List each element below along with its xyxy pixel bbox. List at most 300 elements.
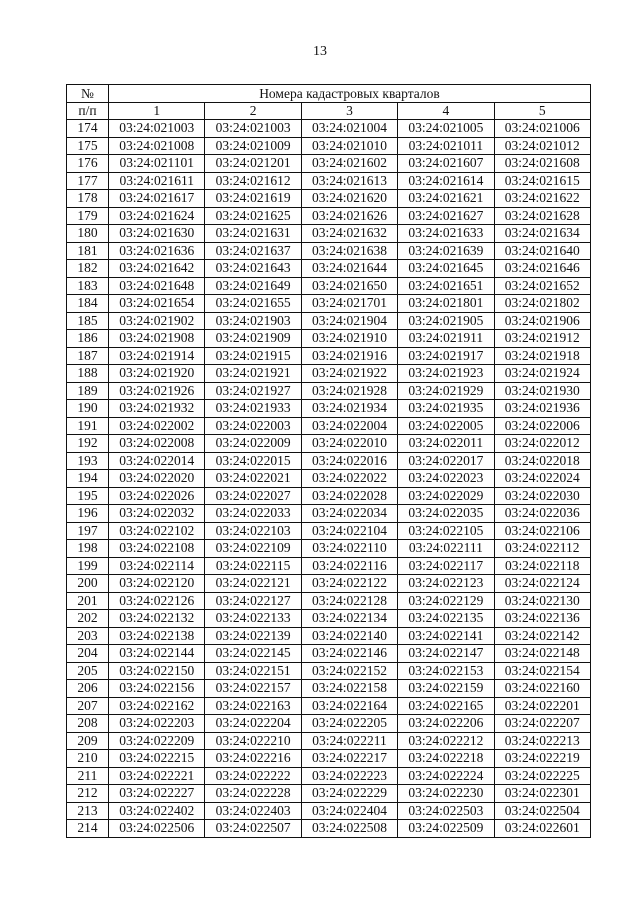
cadastral-number-cell: 03:24:021101 bbox=[109, 155, 205, 173]
cadastral-number-cell: 03:24:022124 bbox=[494, 575, 590, 593]
cadastral-number-cell: 03:24:021631 bbox=[205, 225, 301, 243]
header-row-bottom bbox=[67, 103, 591, 120]
cadastral-number-cell: 03:24:021915 bbox=[205, 347, 301, 365]
table-row bbox=[67, 120, 591, 138]
cadastral-number-cell: 03:24:021626 bbox=[301, 207, 397, 225]
cadastral-number-cell: 03:24:022134 bbox=[301, 610, 397, 628]
cadastral-number-cell: 03:24:022033 bbox=[205, 505, 301, 523]
table-row bbox=[67, 645, 591, 663]
cadastral-number-cell: 03:24:022118 bbox=[494, 557, 590, 575]
cadastral-number-cell: 03:24:021645 bbox=[398, 260, 494, 278]
table-row bbox=[67, 557, 591, 575]
cadastral-number-cell: 03:24:021617 bbox=[109, 190, 205, 208]
cadastral-number-cell: 03:24:022148 bbox=[494, 645, 590, 663]
row-number: 208 bbox=[67, 715, 109, 733]
cadastral-number-cell: 03:24:021630 bbox=[109, 225, 205, 243]
cadastral-number-cell: 03:24:022036 bbox=[494, 505, 590, 523]
cadastral-number-cell: 03:24:022003 bbox=[205, 417, 301, 435]
table-row bbox=[67, 312, 591, 330]
cadastral-number-cell: 03:24:021648 bbox=[109, 277, 205, 295]
cadastral-number-cell: 03:24:022301 bbox=[494, 785, 590, 803]
cadastral-number-cell: 03:24:021644 bbox=[301, 260, 397, 278]
cadastral-number-cell: 03:24:021926 bbox=[109, 382, 205, 400]
cadastral-number-cell: 03:24:021640 bbox=[494, 242, 590, 260]
cadastral-number-cell: 03:24:022121 bbox=[205, 575, 301, 593]
cadastral-number-cell: 03:24:021911 bbox=[398, 330, 494, 348]
row-number: 188 bbox=[67, 365, 109, 383]
cadastral-number-cell: 03:24:022164 bbox=[301, 697, 397, 715]
cadastral-number-cell: 03:24:022102 bbox=[109, 522, 205, 540]
cadastral-number-cell: 03:24:022002 bbox=[109, 417, 205, 435]
cadastral-number-cell: 03:24:021903 bbox=[205, 312, 301, 330]
cadastral-number-cell: 03:24:021005 bbox=[398, 120, 494, 138]
num-header-top: № bbox=[67, 85, 109, 103]
cadastral-number-cell: 03:24:022026 bbox=[109, 487, 205, 505]
table-body bbox=[67, 120, 591, 838]
cadastral-number-cell: 03:24:022115 bbox=[205, 557, 301, 575]
cadastral-number-cell: 03:24:021011 bbox=[398, 137, 494, 155]
cadastral-number-cell: 03:24:022123 bbox=[398, 575, 494, 593]
row-number: 178 bbox=[67, 190, 109, 208]
cadastral-number-cell: 03:24:022156 bbox=[109, 680, 205, 698]
cadastral-number-cell: 03:24:022209 bbox=[109, 732, 205, 750]
row-number: 185 bbox=[67, 312, 109, 330]
cadastral-number-cell: 03:24:021906 bbox=[494, 312, 590, 330]
row-number: 186 bbox=[67, 330, 109, 348]
table-row bbox=[67, 277, 591, 295]
cadastral-number-cell: 03:24:022128 bbox=[301, 592, 397, 610]
cadastral-number-cell: 03:24:022215 bbox=[109, 750, 205, 768]
cadastral-number-cell: 03:24:022029 bbox=[398, 487, 494, 505]
cadastral-number-cell: 03:24:022140 bbox=[301, 627, 397, 645]
cadastral-number-cell: 03:24:022223 bbox=[301, 767, 397, 785]
cadastral-number-cell: 03:24:022151 bbox=[205, 662, 301, 680]
cadastral-number-cell: 03:24:021928 bbox=[301, 382, 397, 400]
table-row bbox=[67, 330, 591, 348]
row-number: 187 bbox=[67, 347, 109, 365]
row-number: 182 bbox=[67, 260, 109, 278]
row-number: 175 bbox=[67, 137, 109, 155]
row-number: 200 bbox=[67, 575, 109, 593]
cadastral-number-cell: 03:24:022141 bbox=[398, 627, 494, 645]
row-number: 190 bbox=[67, 400, 109, 418]
row-number: 193 bbox=[67, 452, 109, 470]
table-row bbox=[67, 382, 591, 400]
row-number: 204 bbox=[67, 645, 109, 663]
cadastral-number-cell: 03:24:021008 bbox=[109, 137, 205, 155]
cadastral-number-cell: 03:24:021905 bbox=[398, 312, 494, 330]
cadastral-number-cell: 03:24:022207 bbox=[494, 715, 590, 733]
cadastral-number-cell: 03:24:022507 bbox=[205, 820, 301, 838]
cadastral-number-cell: 03:24:021201 bbox=[205, 155, 301, 173]
cadastral-number-cell: 03:24:022024 bbox=[494, 470, 590, 488]
cadastral-number-cell: 03:24:021652 bbox=[494, 277, 590, 295]
cadastral-number-cell: 03:24:022153 bbox=[398, 662, 494, 680]
row-number: 189 bbox=[67, 382, 109, 400]
row-number: 192 bbox=[67, 435, 109, 453]
cadastral-number-cell: 03:24:022132 bbox=[109, 610, 205, 628]
cadastral-number-cell: 03:24:022027 bbox=[205, 487, 301, 505]
row-number: 180 bbox=[67, 225, 109, 243]
cadastral-number-cell: 03:24:022120 bbox=[109, 575, 205, 593]
cadastral-number-cell: 03:24:022023 bbox=[398, 470, 494, 488]
cadastral-number-cell: 03:24:021628 bbox=[494, 207, 590, 225]
cadastral-number-cell: 03:24:022146 bbox=[301, 645, 397, 663]
cadastral-number-cell: 03:24:022210 bbox=[205, 732, 301, 750]
cadastral-number-cell: 03:24:021933 bbox=[205, 400, 301, 418]
row-number: 174 bbox=[67, 120, 109, 138]
cadastral-number-cell: 03:24:022158 bbox=[301, 680, 397, 698]
row-number: 205 bbox=[67, 662, 109, 680]
cadastral-number-cell: 03:24:021622 bbox=[494, 190, 590, 208]
header-row-top bbox=[67, 85, 591, 103]
num-header-bottom: п/п bbox=[67, 103, 109, 120]
cadastral-number-cell: 03:24:022165 bbox=[398, 697, 494, 715]
cadastral-number-cell: 03:24:021802 bbox=[494, 295, 590, 313]
cadastral-number-cell: 03:24:021607 bbox=[398, 155, 494, 173]
row-number: 198 bbox=[67, 540, 109, 558]
cadastral-number-cell: 03:24:022204 bbox=[205, 715, 301, 733]
cadastral-number-cell: 03:24:021646 bbox=[494, 260, 590, 278]
cadastral-number-cell: 03:24:022020 bbox=[109, 470, 205, 488]
cadastral-number-cell: 03:24:021649 bbox=[205, 277, 301, 295]
cadastral-number-cell: 03:24:021003 bbox=[205, 120, 301, 138]
table-row bbox=[67, 697, 591, 715]
cadastral-number-cell: 03:24:022506 bbox=[109, 820, 205, 838]
cadastral-number-cell: 03:24:021632 bbox=[301, 225, 397, 243]
table-row bbox=[67, 172, 591, 190]
cadastral-number-cell: 03:24:022218 bbox=[398, 750, 494, 768]
cadastral-number-cell: 03:24:021917 bbox=[398, 347, 494, 365]
table-row bbox=[67, 750, 591, 768]
column-header-2: 2 bbox=[205, 103, 301, 120]
row-number: 181 bbox=[67, 242, 109, 260]
table-row bbox=[67, 627, 591, 645]
cadastral-number-cell: 03:24:022005 bbox=[398, 417, 494, 435]
cadastral-number-cell: 03:24:022509 bbox=[398, 820, 494, 838]
table-row bbox=[67, 505, 591, 523]
cadastral-number-cell: 03:24:022162 bbox=[109, 697, 205, 715]
table-row bbox=[67, 715, 591, 733]
cadastral-number-cell: 03:24:021012 bbox=[494, 137, 590, 155]
table-row bbox=[67, 767, 591, 785]
cadastral-number-cell: 03:24:021909 bbox=[205, 330, 301, 348]
cadastral-number-cell: 03:24:021936 bbox=[494, 400, 590, 418]
cadastral-number-cell: 03:24:022122 bbox=[301, 575, 397, 593]
row-number: 214 bbox=[67, 820, 109, 838]
table-row bbox=[67, 347, 591, 365]
cadastral-number-cell: 03:24:021651 bbox=[398, 277, 494, 295]
row-number: 183 bbox=[67, 277, 109, 295]
table-row bbox=[67, 540, 591, 558]
row-number: 207 bbox=[67, 697, 109, 715]
cadastral-number-cell: 03:24:021627 bbox=[398, 207, 494, 225]
cadastral-number-cell: 03:24:022203 bbox=[109, 715, 205, 733]
cadastral-number-cell: 03:24:022008 bbox=[109, 435, 205, 453]
row-number: 177 bbox=[67, 172, 109, 190]
row-number: 191 bbox=[67, 417, 109, 435]
cadastral-number-cell: 03:24:022142 bbox=[494, 627, 590, 645]
cadastral-number-cell: 03:24:022130 bbox=[494, 592, 590, 610]
cadastral-number-cell: 03:24:021923 bbox=[398, 365, 494, 383]
table-row bbox=[67, 452, 591, 470]
table-row bbox=[67, 610, 591, 628]
table-row bbox=[67, 732, 591, 750]
table-row bbox=[67, 155, 591, 173]
cadastral-number-cell: 03:24:021650 bbox=[301, 277, 397, 295]
row-number: 206 bbox=[67, 680, 109, 698]
cadastral-number-cell: 03:24:022022 bbox=[301, 470, 397, 488]
cadastral-number-cell: 03:24:022035 bbox=[398, 505, 494, 523]
cadastral-number-cell: 03:24:022104 bbox=[301, 522, 397, 540]
cadastral-number-cell: 03:24:021633 bbox=[398, 225, 494, 243]
row-number: 179 bbox=[67, 207, 109, 225]
cadastral-number-cell: 03:24:022016 bbox=[301, 452, 397, 470]
cadastral-number-cell: 03:24:021924 bbox=[494, 365, 590, 383]
row-number: 194 bbox=[67, 470, 109, 488]
cadastral-number-cell: 03:24:022133 bbox=[205, 610, 301, 628]
cadastral-number-cell: 03:24:022111 bbox=[398, 540, 494, 558]
row-number: 202 bbox=[67, 610, 109, 628]
table-row bbox=[67, 225, 591, 243]
cadastral-number-cell: 03:24:021634 bbox=[494, 225, 590, 243]
cadastral-number-cell: 03:24:022503 bbox=[398, 802, 494, 820]
cadastral-number-cell: 03:24:022004 bbox=[301, 417, 397, 435]
cadastral-number-cell: 03:24:021920 bbox=[109, 365, 205, 383]
table-row bbox=[67, 435, 591, 453]
cadastral-number-cell: 03:24:021625 bbox=[205, 207, 301, 225]
cadastral-number-cell: 03:24:022404 bbox=[301, 802, 397, 820]
table-row bbox=[67, 662, 591, 680]
cadastral-number-cell: 03:24:022018 bbox=[494, 452, 590, 470]
cadastral-number-cell: 03:24:022150 bbox=[109, 662, 205, 680]
column-header-4: 4 bbox=[398, 103, 494, 120]
cadastral-number-cell: 03:24:022112 bbox=[494, 540, 590, 558]
table-row bbox=[67, 470, 591, 488]
table-row bbox=[67, 137, 591, 155]
cadastral-number-cell: 03:24:022216 bbox=[205, 750, 301, 768]
cadastral-number-cell: 03:24:021922 bbox=[301, 365, 397, 383]
table-row bbox=[67, 417, 591, 435]
table-row bbox=[67, 487, 591, 505]
table-row bbox=[67, 295, 591, 313]
cadastral-number-cell: 03:24:022157 bbox=[205, 680, 301, 698]
cadastral-number-cell: 03:24:021620 bbox=[301, 190, 397, 208]
table-row bbox=[67, 592, 591, 610]
row-number: 195 bbox=[67, 487, 109, 505]
cadastral-number-cell: 03:24:022009 bbox=[205, 435, 301, 453]
cadastral-number-cell: 03:24:022032 bbox=[109, 505, 205, 523]
cadastral-number-cell: 03:24:022017 bbox=[398, 452, 494, 470]
cadastral-number-cell: 03:24:022108 bbox=[109, 540, 205, 558]
table-row bbox=[67, 575, 591, 593]
cadastral-number-cell: 03:24:021918 bbox=[494, 347, 590, 365]
cadastral-number-cell: 03:24:021615 bbox=[494, 172, 590, 190]
cadastral-number-cell: 03:24:022229 bbox=[301, 785, 397, 803]
row-number: 199 bbox=[67, 557, 109, 575]
group-header: Номера кадастровых кварталов bbox=[109, 85, 591, 103]
row-number: 209 bbox=[67, 732, 109, 750]
row-number: 176 bbox=[67, 155, 109, 173]
row-number: 184 bbox=[67, 295, 109, 313]
cadastral-number-cell: 03:24:022163 bbox=[205, 697, 301, 715]
cadastral-number-cell: 03:24:022228 bbox=[205, 785, 301, 803]
cadastral-number-cell: 03:24:021636 bbox=[109, 242, 205, 260]
cadastral-number-cell: 03:24:022160 bbox=[494, 680, 590, 698]
cadastral-quarters-table bbox=[66, 84, 591, 838]
cadastral-number-cell: 03:24:021655 bbox=[205, 295, 301, 313]
cadastral-number-cell: 03:24:022201 bbox=[494, 697, 590, 715]
cadastral-number-cell: 03:24:021801 bbox=[398, 295, 494, 313]
cadastral-number-cell: 03:24:021654 bbox=[109, 295, 205, 313]
cadastral-number-cell: 03:24:022403 bbox=[205, 802, 301, 820]
row-number: 210 bbox=[67, 750, 109, 768]
table-row bbox=[67, 802, 591, 820]
cadastral-number-cell: 03:24:021639 bbox=[398, 242, 494, 260]
table-row bbox=[67, 190, 591, 208]
table-row bbox=[67, 820, 591, 838]
table-row bbox=[67, 522, 591, 540]
table-header bbox=[67, 85, 591, 120]
cadastral-number-cell: 03:24:022110 bbox=[301, 540, 397, 558]
cadastral-number-cell: 03:24:022508 bbox=[301, 820, 397, 838]
cadastral-number-cell: 03:24:022030 bbox=[494, 487, 590, 505]
cadastral-number-cell: 03:24:021701 bbox=[301, 295, 397, 313]
row-number: 196 bbox=[67, 505, 109, 523]
row-number: 211 bbox=[67, 767, 109, 785]
table-row bbox=[67, 365, 591, 383]
cadastral-number-cell: 03:24:021614 bbox=[398, 172, 494, 190]
cadastral-number-cell: 03:24:022117 bbox=[398, 557, 494, 575]
cadastral-number-cell: 03:24:021613 bbox=[301, 172, 397, 190]
cadastral-number-cell: 03:24:021904 bbox=[301, 312, 397, 330]
row-number: 213 bbox=[67, 802, 109, 820]
cadastral-number-cell: 03:24:022222 bbox=[205, 767, 301, 785]
table-row bbox=[67, 242, 591, 260]
table-row bbox=[67, 207, 591, 225]
table-row bbox=[67, 400, 591, 418]
cadastral-number-cell: 03:24:021642 bbox=[109, 260, 205, 278]
cadastral-number-cell: 03:24:021624 bbox=[109, 207, 205, 225]
cadastral-number-cell: 03:24:022211 bbox=[301, 732, 397, 750]
cadastral-number-cell: 03:24:021638 bbox=[301, 242, 397, 260]
cadastral-number-cell: 03:24:022106 bbox=[494, 522, 590, 540]
cadastral-number-cell: 03:24:021003 bbox=[109, 120, 205, 138]
cadastral-number-cell: 03:24:021921 bbox=[205, 365, 301, 383]
cadastral-number-cell: 03:24:021637 bbox=[205, 242, 301, 260]
cadastral-number-cell: 03:24:022006 bbox=[494, 417, 590, 435]
cadastral-number-cell: 03:24:021932 bbox=[109, 400, 205, 418]
cadastral-number-cell: 03:24:021930 bbox=[494, 382, 590, 400]
table-row bbox=[67, 260, 591, 278]
cadastral-number-cell: 03:24:022205 bbox=[301, 715, 397, 733]
cadastral-number-cell: 03:24:022103 bbox=[205, 522, 301, 540]
table-row bbox=[67, 785, 591, 803]
cadastral-number-cell: 03:24:021927 bbox=[205, 382, 301, 400]
cadastral-number-cell: 03:24:022227 bbox=[109, 785, 205, 803]
cadastral-number-cell: 03:24:021611 bbox=[109, 172, 205, 190]
column-header-3: 3 bbox=[301, 103, 397, 120]
cadastral-number-cell: 03:24:021902 bbox=[109, 312, 205, 330]
cadastral-number-cell: 03:24:022224 bbox=[398, 767, 494, 785]
cadastral-number-cell: 03:24:021910 bbox=[301, 330, 397, 348]
cadastral-number-cell: 03:24:022144 bbox=[109, 645, 205, 663]
cadastral-number-cell: 03:24:021929 bbox=[398, 382, 494, 400]
cadastral-number-cell: 03:24:021602 bbox=[301, 155, 397, 173]
cadastral-number-cell: 03:24:021914 bbox=[109, 347, 205, 365]
cadastral-number-cell: 03:24:022145 bbox=[205, 645, 301, 663]
cadastral-number-cell: 03:24:022109 bbox=[205, 540, 301, 558]
cadastral-number-cell: 03:24:021006 bbox=[494, 120, 590, 138]
cadastral-number-cell: 03:24:022217 bbox=[301, 750, 397, 768]
row-number: 197 bbox=[67, 522, 109, 540]
cadastral-number-cell: 03:24:022010 bbox=[301, 435, 397, 453]
page-number: 13 bbox=[313, 44, 327, 59]
cadastral-number-cell: 03:24:022159 bbox=[398, 680, 494, 698]
cadastral-number-cell: 03:24:022601 bbox=[494, 820, 590, 838]
row-number: 201 bbox=[67, 592, 109, 610]
cadastral-number-cell: 03:24:021912 bbox=[494, 330, 590, 348]
cadastral-number-cell: 03:24:022105 bbox=[398, 522, 494, 540]
cadastral-number-cell: 03:24:022021 bbox=[205, 470, 301, 488]
cadastral-number-cell: 03:24:022014 bbox=[109, 452, 205, 470]
cadastral-number-cell: 03:24:022139 bbox=[205, 627, 301, 645]
cadastral-number-cell: 03:24:022138 bbox=[109, 627, 205, 645]
cadastral-number-cell: 03:24:022015 bbox=[205, 452, 301, 470]
column-header-5: 5 bbox=[494, 103, 590, 120]
cadastral-number-cell: 03:24:021009 bbox=[205, 137, 301, 155]
cadastral-number-cell: 03:24:022127 bbox=[205, 592, 301, 610]
cadastral-number-cell: 03:24:021612 bbox=[205, 172, 301, 190]
cadastral-number-cell: 03:24:022225 bbox=[494, 767, 590, 785]
row-number: 212 bbox=[67, 785, 109, 803]
row-number: 203 bbox=[67, 627, 109, 645]
table-row bbox=[67, 680, 591, 698]
cadastral-number-cell: 03:24:021935 bbox=[398, 400, 494, 418]
cadastral-number-cell: 03:24:022129 bbox=[398, 592, 494, 610]
cadastral-number-cell: 03:24:022219 bbox=[494, 750, 590, 768]
cadastral-number-cell: 03:24:022116 bbox=[301, 557, 397, 575]
cadastral-number-cell: 03:24:022028 bbox=[301, 487, 397, 505]
cadastral-number-cell: 03:24:021934 bbox=[301, 400, 397, 418]
cadastral-number-cell: 03:24:021916 bbox=[301, 347, 397, 365]
cadastral-number-cell: 03:24:022034 bbox=[301, 505, 397, 523]
cadastral-number-cell: 03:24:022152 bbox=[301, 662, 397, 680]
cadastral-number-cell: 03:24:022012 bbox=[494, 435, 590, 453]
cadastral-number-cell: 03:24:022212 bbox=[398, 732, 494, 750]
cadastral-number-cell: 03:24:021643 bbox=[205, 260, 301, 278]
cadastral-number-cell: 03:24:022011 bbox=[398, 435, 494, 453]
cadastral-number-cell: 03:24:022147 bbox=[398, 645, 494, 663]
cadastral-number-cell: 03:24:022213 bbox=[494, 732, 590, 750]
cadastral-number-cell: 03:24:022230 bbox=[398, 785, 494, 803]
cadastral-number-cell: 03:24:021010 bbox=[301, 137, 397, 155]
cadastral-number-cell: 03:24:022126 bbox=[109, 592, 205, 610]
cadastral-number-cell: 03:24:022402 bbox=[109, 802, 205, 820]
cadastral-number-cell: 03:24:022154 bbox=[494, 662, 590, 680]
cadastral-number-cell: 03:24:022221 bbox=[109, 767, 205, 785]
cadastral-number-cell: 03:24:022114 bbox=[109, 557, 205, 575]
cadastral-number-cell: 03:24:021004 bbox=[301, 120, 397, 138]
cadastral-number-cell: 03:24:021621 bbox=[398, 190, 494, 208]
cadastral-number-cell: 03:24:022206 bbox=[398, 715, 494, 733]
cadastral-number-cell: 03:24:021619 bbox=[205, 190, 301, 208]
cadastral-number-cell: 03:24:022135 bbox=[398, 610, 494, 628]
cadastral-number-cell: 03:24:021908 bbox=[109, 330, 205, 348]
cadastral-number-cell: 03:24:022504 bbox=[494, 802, 590, 820]
cadastral-number-cell: 03:24:021608 bbox=[494, 155, 590, 173]
column-header-1: 1 bbox=[109, 103, 205, 120]
